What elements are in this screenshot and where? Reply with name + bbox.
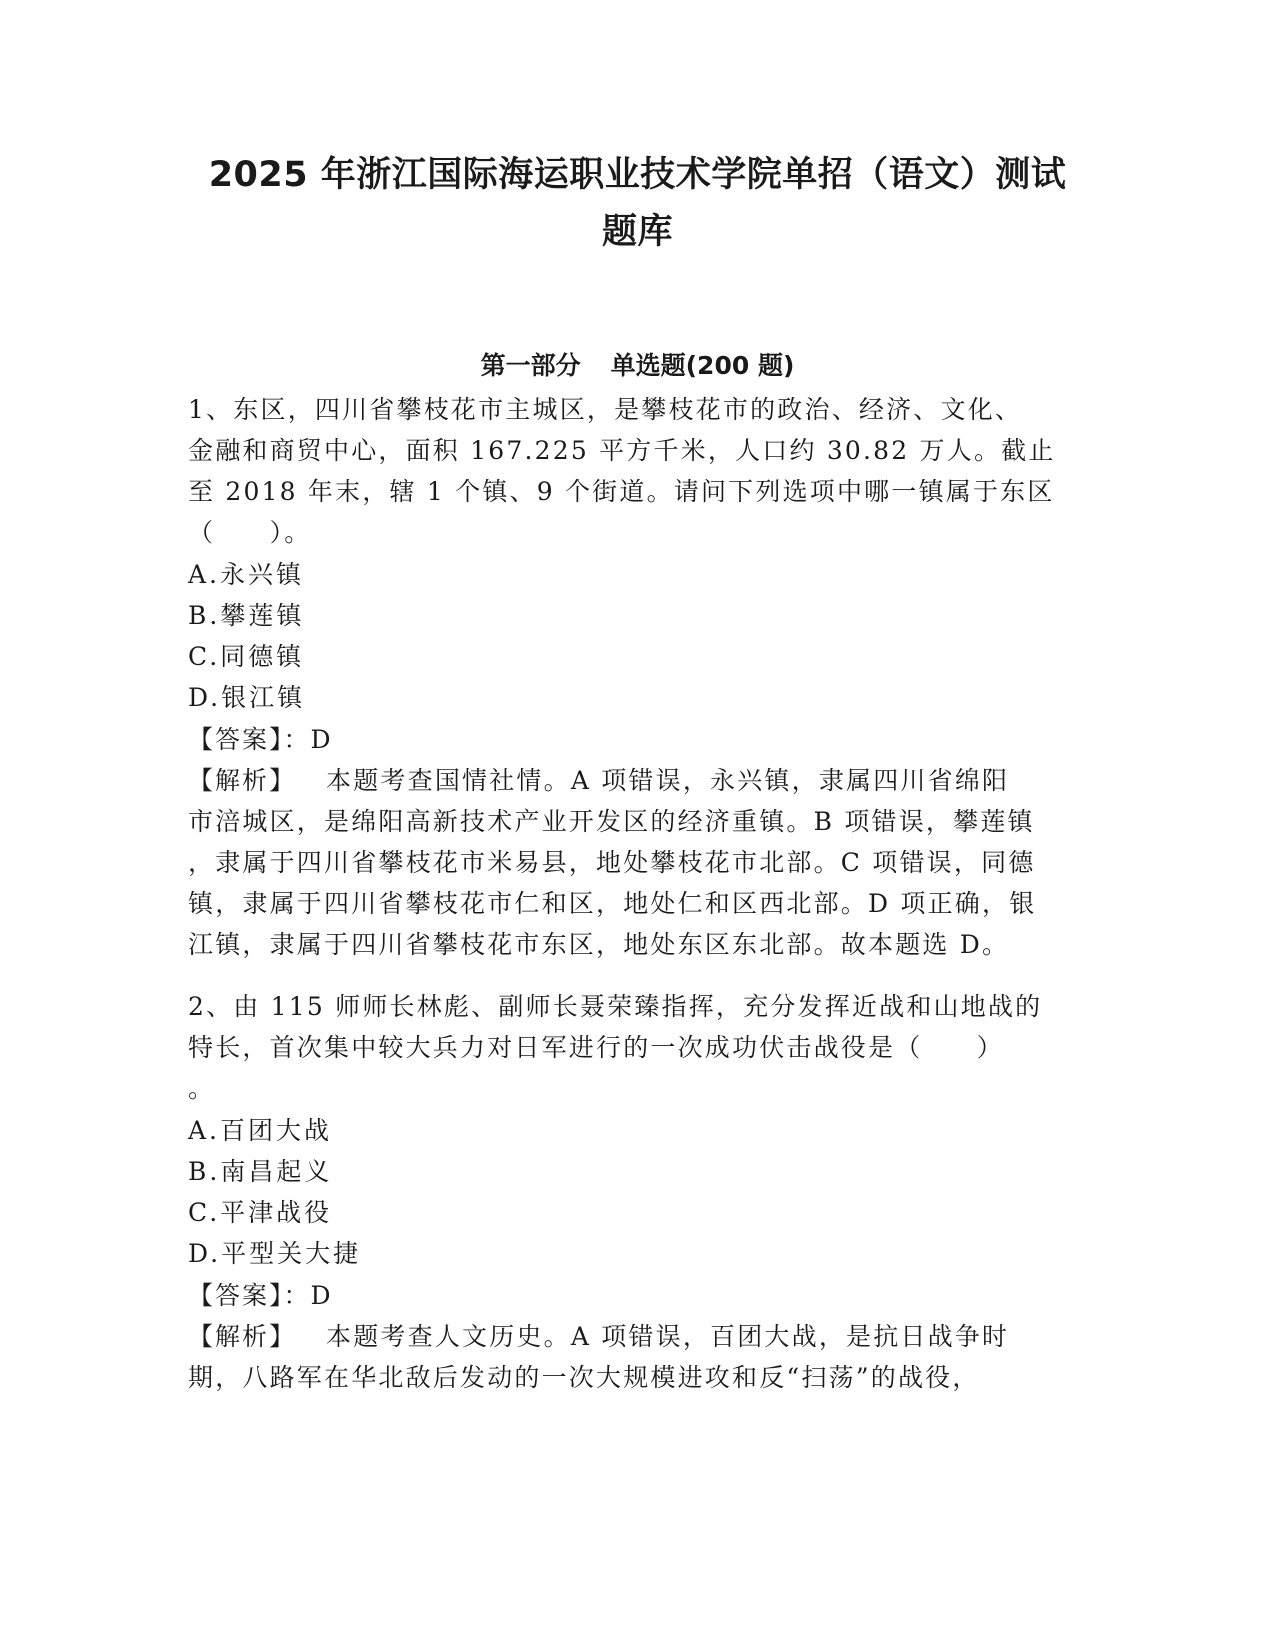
question-1-option-d: D.银江镇 <box>188 683 306 712</box>
question-1-stem-line-3: 至 2018 年末，辖 1 个镇、9 个街道。请问下列选项中哪一镇属于东区 <box>188 477 1055 506</box>
section-heading <box>150 346 1125 386</box>
section-heading-part: 第一部分 <box>480 351 581 380</box>
answer-value: D <box>310 725 333 754</box>
question-2-option-c: C.平津战役 <box>188 1198 333 1227</box>
question-2-stem-line-2: 特长，首次集中较大兵力对日军进行的一次成功伏击战役是（ ） <box>188 1033 1005 1062</box>
analysis-text: 本题考查人文历史。A 项错误，百团大战，是抗日战争时 <box>326 1322 1010 1351</box>
document-title-line-1: 2025 年浙江国际海运职业技术学院单招（语文）测试 <box>208 155 1067 195</box>
question-1-analysis-line-5: 江镇，隶属于四川省攀枝花市东区，地处东区东北部。故本题选 D。 <box>188 930 1010 959</box>
question-1-analysis-line-4: 镇，隶属于四川省攀枝花市仁和区，地处仁和区西北部。D 项正确，银 <box>188 889 1037 918</box>
question-2-stem-line-3: 。 <box>188 1074 216 1103</box>
answer-label: 【答案】： <box>188 1281 311 1310</box>
question-2-answer <box>188 1276 1088 1316</box>
analysis-label: 【解析】 <box>188 1322 297 1351</box>
question-2-analysis-line-2: 期，八路军在华北敌后发动的一次大规模进攻和反“扫荡”的战役， <box>188 1363 980 1392</box>
question-2-stem-line-1: 2、由 115 师师长林彪、副师长聂荣臻指挥，充分发挥近战和山地战的 <box>188 992 1043 1021</box>
question-1-analysis-line-1 <box>188 761 1088 801</box>
section-heading-type: 单选题(200 题) <box>610 351 795 380</box>
question-1-option-a: A.永兴镇 <box>188 560 305 589</box>
question-1-stem-line-4: （ ）。 <box>188 518 312 547</box>
analysis-text: 本题考查国情社情。A 项错误，永兴镇，隶属四川省绵阳 <box>326 766 1010 795</box>
question-2-option-b: B.南昌起义 <box>188 1157 333 1186</box>
question-2-option-a: A.百团大战 <box>188 1116 333 1145</box>
question-2-analysis-line-1 <box>188 1317 1088 1357</box>
question-1-stem-line-1: 1、东区，四川省攀枝花市主城区，是攀枝花市的政治、经济、文化、 <box>188 395 1023 424</box>
question-2-option-d: D.平型关大捷 <box>188 1239 362 1268</box>
question-1-stem-line-2: 金融和商贸中心，面积 167.225 平方千米，人口约 30.82 万人。截止 <box>188 436 1056 465</box>
answer-value: D <box>310 1281 333 1310</box>
question-1-option-c: C.同德镇 <box>188 642 305 671</box>
question-1-answer <box>188 720 1088 760</box>
question-1-analysis-line-2: 市涪城区，是绵阳高新技术产业开发区的经济重镇。B 项错误，攀莲镇 <box>188 807 1035 836</box>
answer-label: 【答案】： <box>188 725 311 754</box>
question-1-analysis-line-3: ，隶属于四川省攀枝花市米易县，地处攀枝花市北部。C 项错误，同德 <box>188 848 1036 877</box>
document-title-line-2: 题库 <box>601 212 673 252</box>
question-1-option-b: B.攀莲镇 <box>188 601 305 630</box>
analysis-label: 【解析】 <box>188 766 297 795</box>
